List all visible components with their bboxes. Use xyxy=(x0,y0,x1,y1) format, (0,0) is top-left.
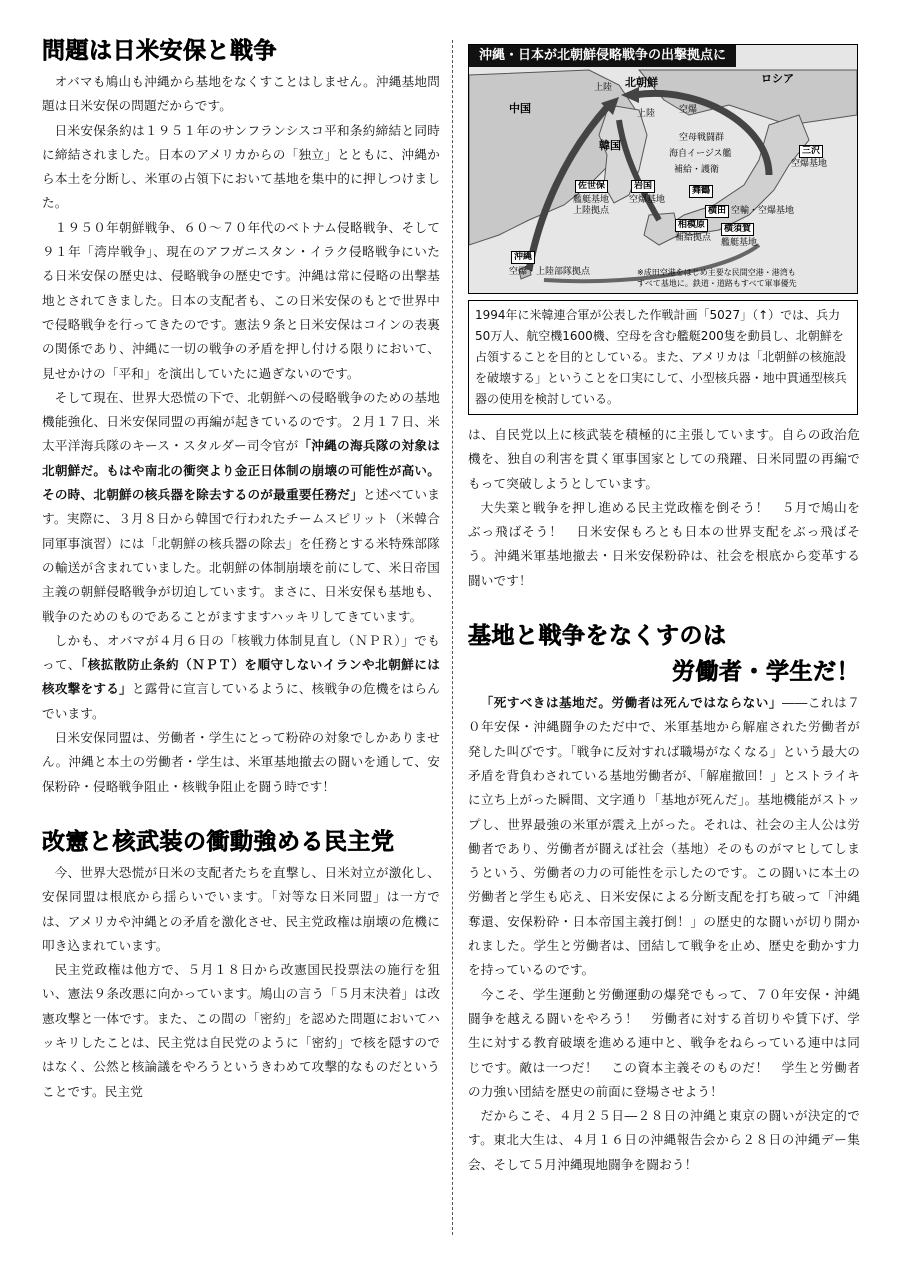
text-run: と述べています。実際に、３月８日から韓国で行われたチームスピリット（米韓合同軍事演習）には「北朝鮮の核兵器の除去」を任務とする米特殊部隊の輸送が含まれていました。北朝鮮の体制崩壊を前にして、米日帝国主義の朝鮮侵略戦争が切迫しています。まさに、日米安保も基地も、戦争のためのものであることがますますハッキリしてきています。 xyxy=(42,487,440,624)
label-supply: 補給・護衛 xyxy=(674,165,720,175)
left-column xyxy=(42,30,440,1104)
label-landing: 上陸 xyxy=(594,83,613,93)
label-landing: 上陸 xyxy=(637,109,656,119)
text-run: そして現在、世界大恐慌の下で、北朝鮮への侵略戦争のための基地機能強化、日米安保同盟の再編が起きているのです。２月１７日、米太平洋海兵隊のキース・スタルダー司令官が xyxy=(42,389,440,454)
label-okinawa-sub: 空爆・上陸部隊拠点 xyxy=(509,267,591,277)
map-title: 沖縄・日本が北朝鮮侵略戦争の出撃拠点に xyxy=(469,45,736,67)
right-column xyxy=(468,30,860,1177)
spacer xyxy=(42,799,440,821)
map-figure xyxy=(468,44,858,294)
label-sasebo: 佐世保 xyxy=(575,180,608,193)
paragraph: オバマも鳩山も沖縄から基地をなくすことはしません。沖縄基地問題は日米安保の問題だからです。 xyxy=(42,74,440,114)
paragraph xyxy=(468,691,860,983)
label-sagamihara: 相模原 xyxy=(675,219,708,232)
label-sagamihara-sub: 補給拠点 xyxy=(675,233,712,243)
map-caption: 1994年に米韓連合軍が公表した作戦計画「5027」（↑）では、兵力50万人、航空機1600機、空母を含む艦艇200隻を動員し、北朝鮮を占領することを目的としている。また、アメリカは「北朝鮮の核施設を破壊する」ということを口実にして、小型核兵器・地中貫通型核兵器の使用を検討している。 xyxy=(468,300,858,415)
text-run: しかも、オバマが４月６日の「核戦力体制見直し（ＮＰＲ）」でもって、 xyxy=(42,632,440,673)
heading-dpj-nuclear: 改憲と核武装の衝動強める民主党 xyxy=(42,828,395,855)
label-iwakuni: 岩国 xyxy=(631,180,655,193)
label-maizuru: 舞鶴 xyxy=(689,185,713,198)
paragraph: 日米安保条約は１９５１年のサンフランシスコ平和条約締結と同時に締結されました。日本のアメリカからの「独立」とともに、沖縄から本土を分断し、米軍の占領下において基地を集中的に押しつけました。 xyxy=(42,122,440,211)
text-run: と露骨に宣言しているように、核戦争の危機をはらんでいます。 xyxy=(42,681,440,721)
paragraph: 今こそ、学生運動と労働運動の爆発でもって、７０年安保・沖縄闘争を越える闘いをやろう！ 労働者に対する首切りや賃下げ、学生に対する教育破壊を進める連中と、戦争をねらっている連中は同じです。敵は一つだ！ この資本主義そのものだ！ 学生と労働者の力強い団結を歴史の前面に登場させよう！ xyxy=(468,986,860,1099)
label-yokosuka-sub: 艦艇基地 xyxy=(721,238,758,248)
text-run: ――これは７０年安保・沖縄闘争のただ中で、米軍基地から解雇された労働者が発した叫びです。「戦争に反対すれば職場がなくなる」という最大の矛盾を背負わされている基地労働者が、「解雇撤回！」とストライキに立ち上がった瞬間、文字通り「基地が死んだ」。基地機能がストップし、世界最強の米軍が震え上がった。それは、社会の主人公は労働者であり、労働者が闘えば社会（基地）そのものがマヒしてしまうという、労働者の力の可能性を示したのです。この闘いに本土の労働者と学生も応え、日米安保による分断支配を打ち破って「沖縄奪還、安保粉砕・日本帝国主義打倒！」の歴史的な闘いが切り開かれました。学生と労働者は、団結して戦争を止め、歴史を動かす力を持っているのです。 xyxy=(468,695,861,978)
label-yokota-sub: 空輸・空爆基地 xyxy=(731,206,795,216)
label-aegis: 海自イージス艦 xyxy=(669,149,732,159)
land-kyushu xyxy=(644,213,679,245)
label-iwakuni-sub: 空爆基地 xyxy=(629,195,666,205)
map-note: ※成田空港をはじめ主要な民間空港・港湾も xyxy=(637,268,796,277)
paragraph: だからこそ、４月２５日―２８日の沖縄と東京の闘いが決定的です。東北大生は、４月１６日の沖縄報告会から２８日の沖縄デー集会、そして５月沖縄現地闘争を闘おう！ xyxy=(468,1108,860,1172)
label-air-raid: 空爆 xyxy=(679,105,698,115)
label-russia: ロシア xyxy=(761,72,794,85)
paragraph: １９５０年朝鮮戦争、６０～７０年代のベトナム侵略戦争、そして９１年「湾岸戦争」、現在のアフガニスタン・イラク侵略戦争にいたる日米安保の歴史は、侵略戦争の歴史です。沖縄は常に侵略の出撃基地とされてきました。日本の支配者も、この日米安保のもとで世界中で侵略戦争を行ってきたのです。憲法９条と日米安保はコインの表裏の関係であり、沖縄に一切の戦争の矛盾を押し付ける限りにおいて、見せかけの「平和」を演出していたに過ぎないのです。 xyxy=(42,219,440,381)
label-china: 中国 xyxy=(509,102,531,115)
paragraph: 民主党政権は他方で、５月１８日から改憲国民投票法の施行を狙い、憲法９条改悪に向かっています。鳩山の言う「５月末決着」は改憲攻撃と一体です。また、この間の「密約」を認めた問題においてハッキリしたことは、民主党は自民党のように「密約」で核を隠すのではなく、公然と核論議をやろうというきわめて攻撃的なものだということです。民主党 xyxy=(42,962,440,1099)
label-sasebo-sub2: 上陸拠点 xyxy=(573,206,610,216)
map-note: すべて基地に。鉄道・道路もすべて軍事優先 xyxy=(637,279,797,288)
paragraph: 今、世界大恐慌が日米の支配者たちを直撃し、日米対立が激化し、安保同盟は根底から揺らいでいます。「対等な日米同盟」は一方では、アメリカや沖縄との矛盾を激化させ、民主党政権は崩壊の危機に叩き込まれています。 xyxy=(42,864,440,953)
label-korea: 韓国 xyxy=(599,139,621,152)
quote-npr: 「核拡散防止条約（ＮＰＴ）を順守しないイランや北朝鮮には核攻撃をする」 xyxy=(42,657,440,697)
quote-stalder: 「沖縄の海兵隊の対象は北朝鮮だ。もはや南北の衝突より金正日体制の崩壊の可能性が高い。その時、北朝鮮の核兵器を除去するのが最重要任務だ」 xyxy=(42,438,440,503)
label-carrier-group: 空母戦闘群 xyxy=(679,133,725,143)
quote-base-workers: 「死すべきは基地だ。労働者は死んではならない」 xyxy=(480,695,783,711)
label-yokosuka: 横須賀 xyxy=(721,223,754,236)
label-yokota: 横田 xyxy=(705,205,729,218)
paragraph: は、自民党以上に核武装を積極的に主張しています。自らの政治危機を、独自の利害を貫く軍事国家としての飛躍、日米同盟の再編でもって突破しようとしています。 xyxy=(468,427,860,491)
label-north-korea: 北朝鮮 xyxy=(625,76,658,89)
label-sasebo-sub1: 艦艇基地 xyxy=(573,195,610,205)
paragraph xyxy=(42,629,440,726)
heading-workers-students-2: 労働者・学生だ！ xyxy=(672,659,860,686)
heading-anpo-war: 問題は日米安保と戦争 xyxy=(42,38,277,64)
spacer xyxy=(468,593,860,615)
label-misawa-sub: 空爆基地 xyxy=(791,159,828,169)
heading-workers-students-1: 基地と戦争をなくすのは xyxy=(468,623,727,650)
paragraph xyxy=(42,386,440,629)
column-divider xyxy=(452,40,453,1235)
label-okinawa: 沖縄 xyxy=(511,251,535,264)
paragraph: 日米安保同盟は、労働者・学生にとって粉砕の対象でしかありません。沖縄と本土の労働者・学生は、米軍基地撤去の闘いを通して、安保粉砕・侵略戦争阻止・核戦争阻止を闘う時です！ xyxy=(42,730,440,794)
paragraph: 大失業と戦争を押し進める民主党政権を倒そう！ ５月で鳩山をぶっ飛ばそう！ 日米安保もろとも日本の世界支配をぶっ飛ばそう。沖縄米軍基地撤去・日米安保粉砕は、社会を根底から変革する闘いです！ xyxy=(468,499,860,588)
label-misawa: 三沢 xyxy=(799,145,823,158)
